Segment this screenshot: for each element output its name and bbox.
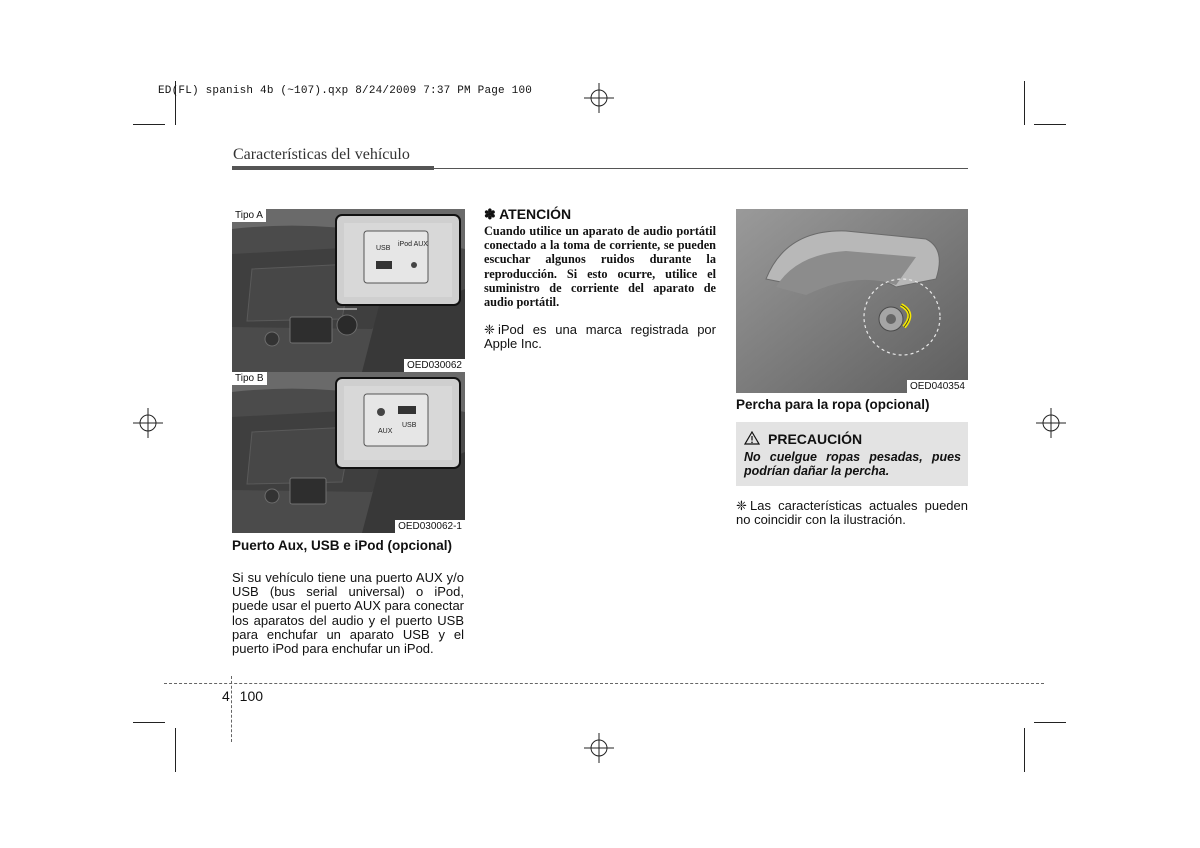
registration-mark-icon [1036,408,1066,438]
footer-divider [231,676,232,742]
console-illustration [232,209,465,372]
figure-coat-hook [736,209,968,393]
note-text: iPod es una marca registrada por Apple Inc. [484,322,716,352]
crop-mark [175,728,176,772]
figure-aux-usb-type-a [232,209,465,372]
section-title: Características del vehículo [233,146,410,163]
coat-hook-illustration [736,209,968,393]
inset-label-aux: AUX [378,428,393,435]
note-text: Las características actuales pueden no coincidir con la ilustración. [736,498,968,528]
section-heading-coat-hook: Percha para la ropa (opcional) [736,397,930,412]
crop-mark [1034,124,1066,125]
crop-mark [133,124,165,125]
print-slug: ED(FL) spanish 4b (~107).qxp 8/24/2009 7:37 PM Page 100 [158,85,533,97]
registration-mark-icon [584,83,614,113]
figure-code: OED030062 [404,359,465,372]
figure-aux-usb-type-b [232,372,465,533]
page-number: 4 100 [222,688,264,704]
crop-mark [1034,722,1066,723]
registration-mark-icon [584,733,614,763]
caution-body: No cuelgue ropas pesadas, pues podrían dañar la percha. [744,450,961,478]
crop-mark [1024,81,1025,125]
header-rule [434,168,968,169]
note-mark-icon: ❈ [484,322,495,337]
note-mark-icon: ❈ [736,498,747,513]
registration-mark-icon [133,408,163,438]
caution-box [736,422,968,486]
figure-type-label: Tipo A [232,209,266,222]
attention-body: Cuando utilice un aparato de audio portátil conectado a la toma de corriente, se pueden escuchar algunos ruidos durante la reproducción. Si esto ocurre, utilice el suministro de corriente del aparato de audio portátil. [484,224,716,310]
inset-label-usb: USB [402,422,417,429]
ipod-trademark-note [484,323,716,351]
console-illustration [232,372,465,533]
illustration-note [736,499,968,527]
crop-mark [133,722,165,723]
header-rule [232,166,434,170]
inset-label-usb: USB [376,245,391,252]
caution-title: PRECAUCIÓN [768,431,863,447]
figure-type-label: Tipo B [232,372,267,385]
attention-title: ✽ ATENCIÓN [484,206,572,222]
crop-mark [1024,728,1025,772]
inset-label-ipod-aux: iPod AUX [398,241,428,248]
figure-code: OED040354 [907,380,968,393]
footer-rule [164,683,1044,684]
figure-code: OED030062-1 [395,520,465,533]
section-heading-aux-usb: Puerto Aux, USB e iPod (opcional) [232,538,453,553]
warning-triangle-icon [744,431,760,445]
section-body-aux-usb: Si su vehículo tiene una puerto AUX y/o USB (bus serial universal) o iPod, puede usar el puerto AUX para conectar los aparatos del audio y el puerto USB para enchufar un aparato USB y el puerto iPod para enchufar un iPod. [232,570,464,657]
